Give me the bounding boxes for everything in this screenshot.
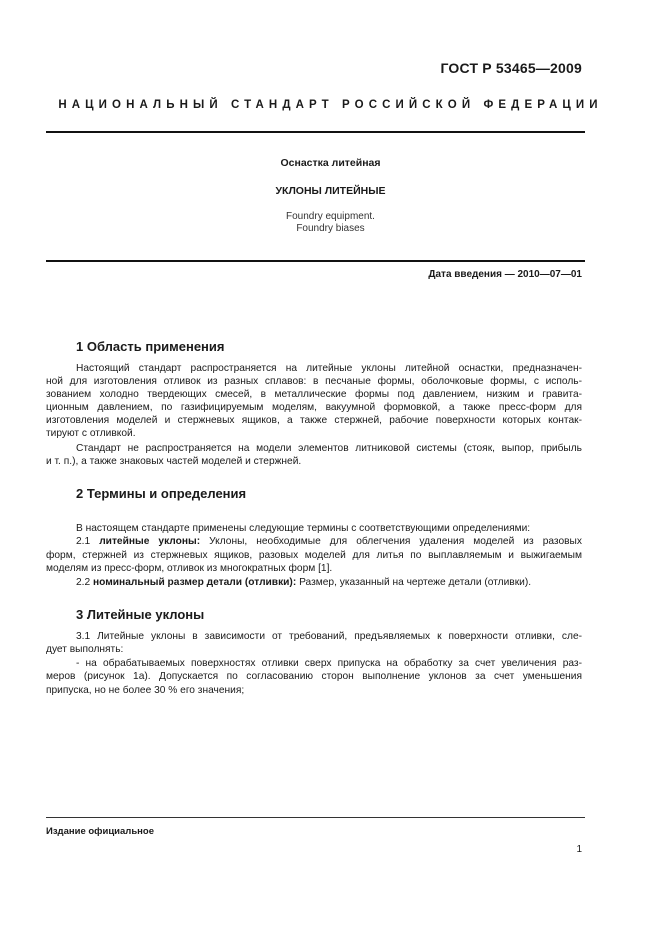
standard-type-banner: НАЦИОНАЛЬНЫЙ СТАНДАРТ РОССИЙСКОЙ ФЕДЕРАЦИИ <box>58 99 603 111</box>
clause-3-1-line-2: дует выполнять: <box>46 644 124 655</box>
section-1-paragraph-1-line: тируют с отливкой. <box>46 428 136 439</box>
term-2-1-number: 2.1 <box>76 536 91 547</box>
term-2-1-line-1 <box>76 536 582 547</box>
section-2-intro: В настоящем стандарте применены следующие термины с соответствующими определениями: <box>76 523 531 534</box>
document-number: ГОСТ Р 53465—2009 <box>440 60 582 76</box>
section-1-heading: 1 Область применения <box>76 339 225 354</box>
document-title: УКЛОНЫ ЛИТЕЙНЫЕ <box>275 185 386 197</box>
section-1-paragraph-1-line: зованием холодно твердеющих смесей, в металлические формы под давлением, низким и гравита- <box>46 389 582 400</box>
term-2-2-term: номинальный размер детали (отливки): <box>93 577 297 588</box>
bullet-1-line-2: меров (рисунок 1а). Допускается по согласованию сторон выполнение уклонов за счет уменьшения <box>46 671 582 682</box>
edition-label: Издание официальное <box>46 826 154 837</box>
section-1-paragraph-2-line: Стандарт не распространяется на модели элементов литниковой системы (стояк, выпор, прибыль <box>76 443 582 454</box>
page-number: 1 <box>576 844 582 855</box>
english-title-line-1: Foundry equipment. <box>286 211 375 222</box>
document-subtitle: Оснастка литейная <box>280 157 381 169</box>
middle-divider <box>46 260 585 262</box>
bullet-1-line-1: - на обрабатываемых поверхностях отливки сверх припуска на обработку за счет увеличения раз- <box>76 658 582 669</box>
term-2-2-definition: Размер, указанный на чертеже детали (отливки). <box>299 577 532 588</box>
section-1-paragraph-1-line: ной для изготовления отливок из разных сплавов: в песчаные формы, оболочковые формы, с исполь- <box>46 376 582 387</box>
section-1-paragraph-2-line: и т. п.), а также знаковых частей моделей и стержней. <box>46 456 302 467</box>
section-1-paragraph-1-line: Настоящий стандарт распространяется на литейные уклоны литейной оснастки, предназначен- <box>76 363 582 374</box>
section-1-paragraph-1-line: изготовления моделей и стержневых ящиков, а также стержней, рабочие поверхности которых контак- <box>46 415 582 426</box>
term-2-1-line-3: моделям из пресс-форм, отливок из многократных форм [1]. <box>46 563 333 574</box>
term-2-1-definition: Уклоны, необходимые для облегчения удаления моделей из разовых <box>209 536 582 547</box>
term-2-2-number: 2.2 <box>76 577 91 588</box>
introduction-date: Дата введения — 2010—07—01 <box>428 269 582 280</box>
english-title-line-2: Foundry biases <box>296 223 365 234</box>
section-1-paragraph-1-line: ционным давлением, по газифицируемым моделям, вакуумной формовкой, а также пресс-форм для <box>46 402 582 413</box>
section-3-heading: 3 Литейные уклоны <box>76 607 205 622</box>
top-divider <box>46 131 585 133</box>
bullet-1-line-3: припуска, но не более 30 % его значения; <box>46 685 245 696</box>
clause-3-1-line-1: 3.1 Литейные уклоны в зависимости от требований, предъявляемых к поверхности отливки, сле- <box>76 631 582 642</box>
term-2-1-term: литейные уклоны: <box>99 536 201 547</box>
term-2-2 <box>76 577 582 588</box>
term-2-1-line-2: форм, стержней из стержневых ящиков, разовых моделей для литья по выплавляемым и выжигаемым <box>46 550 582 561</box>
footer-divider <box>46 817 585 818</box>
section-2-heading: 2 Термины и определения <box>76 486 247 501</box>
